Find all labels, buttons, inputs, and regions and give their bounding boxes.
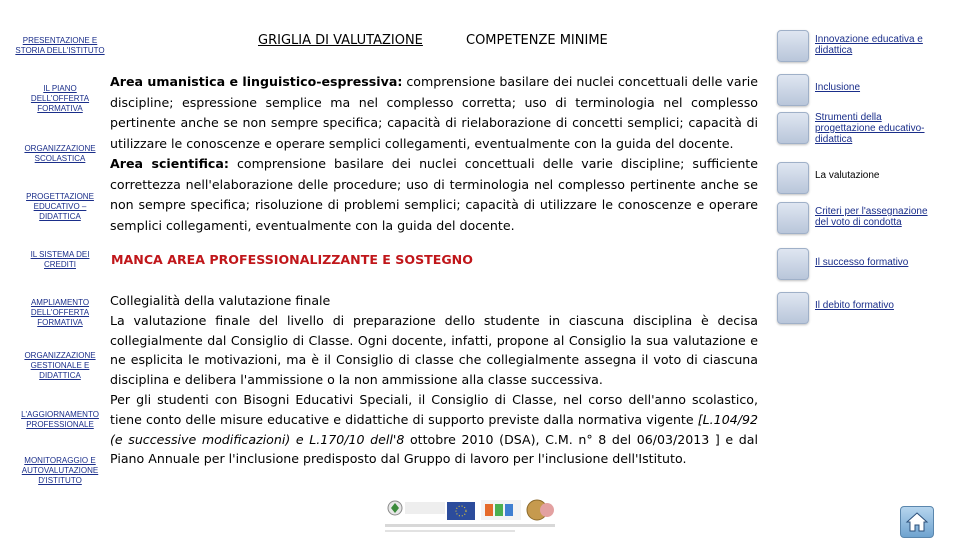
rnav-label: Strumenti della progettazione educativo-didattica	[815, 112, 925, 145]
square-button-icon	[777, 30, 809, 62]
home-button[interactable]	[900, 506, 934, 538]
competenze-text	[110, 72, 758, 236]
rnav-label: Innovazione educativa e didattica	[815, 34, 923, 56]
square-button-icon	[777, 162, 809, 194]
area2-title: Area scientifica:	[110, 156, 229, 171]
rnav-label: Il debito formativo	[815, 300, 894, 311]
eu-flag-icon	[447, 502, 475, 520]
square-button-icon	[777, 112, 809, 144]
area1-title: Area umanistica e linguistico-espressiva:	[110, 74, 403, 89]
nav-organizzazione-gestionale[interactable]: ORGANIZZAZIONE GESTIONALE E DIDATTICA	[24, 351, 96, 380]
area1-text: comprensione basilare dei nuclei concettuali delle varie discipline; espressione semplice ma nel complesso corretta; uso di terminologia nel complesso pertinente anche se non sempre specifica; capacità di rielaborazione di concetti semplici; capacità di utilizzare le conoscenze e operare semplici collegamenti, eventualmente con la guida del docente.	[110, 74, 758, 151]
nav-sistema-crediti[interactable]: IL SISTEMA DEI CREDITI	[30, 250, 90, 269]
rnav-inclusione[interactable]	[777, 72, 947, 110]
rnav-successo-formativo[interactable]	[777, 246, 947, 284]
rnav-debito-formativo[interactable]	[777, 290, 947, 328]
ministry-logo-icon	[405, 502, 445, 514]
square-button-icon	[777, 292, 809, 324]
nav-progettazione[interactable]: PROGETTAZIONE EDUCATIVO – DIDATTICA	[26, 192, 94, 221]
italy-emblem-icon	[388, 501, 402, 515]
nav-monitoraggio[interactable]: MONITORAGGIO E AUTOVALUTAZIONE D'ISTITUTO	[21, 456, 99, 485]
rnav-label: Inclusione	[815, 82, 861, 93]
flower-icon	[540, 503, 554, 517]
nav-ampliamento[interactable]: AMPLIAMENTO DELL'OFFERTA FORMATIVA	[30, 298, 90, 327]
square-button-icon	[777, 248, 809, 280]
rnav-label: Il successo formativo	[815, 257, 909, 268]
square-button-icon	[777, 202, 809, 234]
nav-piano-offerta[interactable]: IL PIANO DELL'OFFERTA FORMATIVA	[30, 84, 90, 113]
section2-legal-ref: [L.104/92 (e successive modificazioni) e L.170/10 dell'8	[110, 411, 758, 447]
rnav-innovazione[interactable]	[777, 28, 947, 66]
notice-text: MANCA AREA PROFESSIONALIZZANTE E SOSTEGNO	[111, 252, 473, 267]
griglia-valutazione-link[interactable]: GRIGLIA DI VALUTAZIONE	[258, 33, 423, 48]
section2-paragraph1: La valutazione finale del livello di preparazione dello studente in ciascuna disciplina è decisa collegialmente dal Consiglio di Classe. Ogni docente, infatti, propone al Consiglio la sua valutazione e ne esplicita le motivazioni, ma è il Consiglio di classe che collegialmente assegna il voto di ciascuna disciplina e delibera l'ammissione o la non ammissione alla classe successiva.	[110, 312, 758, 388]
rnav-criteri-condotta[interactable]	[777, 200, 947, 238]
square-button-icon	[777, 74, 809, 106]
home-icon	[901, 507, 933, 537]
area2-text: comprensione basilare dei nuclei concettuali delle varie discipline; sufficiente correttezza nell'elaborazione delle procedure; uso di terminologia nel complesso pertinente anche se non sempre specifica; risoluzione di problemi semplici; capacità di utilizzare le conoscenze e operare semplici collegamenti, eventualmente con la guida del docente.	[110, 156, 758, 233]
rnav-label: La valutazione	[815, 170, 880, 181]
section2-paragraph2a: Per gli studenti con Bisogni Educativi Speciali, il Consiglio di Classe, nel corso dell'anno scolastico, tiene conto delle misure educative e didattiche di supporto previste dalla normativa vigente	[110, 391, 758, 427]
section2-paragraph2b: ottobre 2010 (DSA), C.M. n° 8 del 06/03/2013 ] e dal Piano Annuale per l'inclusione predisposto dal Gruppo di lavoro per l'inclusione dell'Istituto.	[110, 431, 758, 467]
rnav-label: Criteri per l'assegnazione del voto di condotta	[815, 206, 928, 228]
rnav-strumenti[interactable]	[777, 110, 947, 148]
nav-presentazione[interactable]: PRESENTAZIONE E STORIA DELL'ISTITUTO	[15, 36, 105, 55]
rnav-valutazione[interactable]	[777, 160, 947, 198]
nav-organizzazione-scolastica[interactable]: ORGANIZZAZIONE SCOLASTICA	[24, 144, 96, 163]
nav-aggiornamento[interactable]: L'AGGIORNAMENTO PROFESSIONALE	[21, 410, 99, 429]
collegialita-text	[110, 291, 758, 469]
page-title: COMPETENZE MINIME	[466, 33, 608, 48]
institution-logos	[385, 494, 555, 538]
section2-title: Collegialità della valutazione finale	[110, 293, 331, 308]
